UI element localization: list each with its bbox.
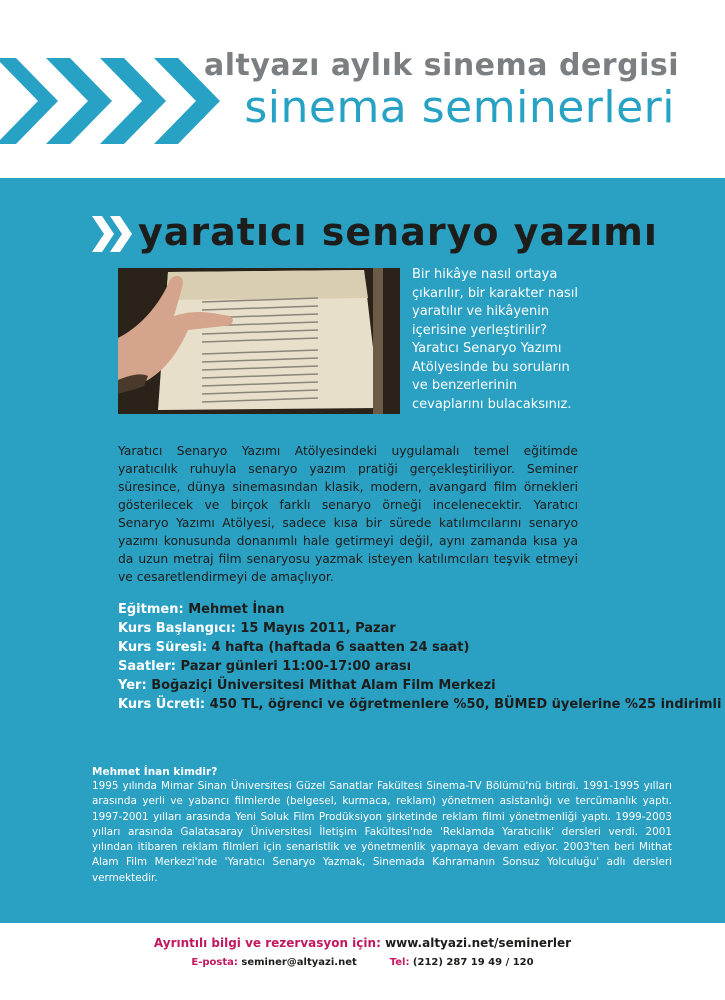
footer-info-label: Ayrıntılı bilgi ve rezervasyon için:: [153, 936, 381, 950]
detail-row-start: [118, 619, 713, 638]
tel-number: (212) 287 19 49 / 120: [412, 957, 534, 968]
detail-row-duration: [118, 638, 713, 657]
detail-value: 450 TL, öğrenci ve öğretmenlere %50, BÜMED üyelerine %25 indirimli: [209, 697, 722, 712]
detail-row-instructor: [118, 600, 713, 619]
bio-title: Mehmet İnan kimdir?: [92, 766, 218, 778]
detail-value: 4 hafta (haftada 6 saatten 24 saat): [211, 640, 470, 655]
photo-illustration: [118, 268, 400, 414]
detail-row-fee: [118, 695, 722, 714]
intro-text: Bir hikâye nasıl ortaya çıkarılır, bir karakter nasıl yaratılır ve hikâyenin içerisine yerleştirilir? Yaratıcı Senaryo Yazımı Atölyesinde bu soruların ve benzerlerinin cevaplarını bulacaksınız.: [412, 267, 579, 412]
footer-contact-line: [0, 957, 725, 968]
double-chevron-icon: [92, 216, 134, 252]
detail-label: Saatler:: [118, 659, 177, 674]
magazine-subtitle: altyazı aylık sinema dergisi: [203, 48, 679, 83]
section-title: yaratıcı senaryo yazımı: [138, 210, 658, 254]
detail-label: Eğitmen:: [118, 602, 184, 617]
seminar-title: sinema seminerleri: [244, 82, 675, 133]
footer-url-link[interactable]: www.altyazi.net/seminerler: [385, 936, 572, 950]
course-details: [118, 600, 722, 714]
description-text: Yaratıcı Senaryo Yazımı Atölyesindeki uygulamalı temel eğitimde yaratıcılık ruhuyla senaryo yazım pratiği gerçekleştiriliyor. Seminer süresince, dünya sinemasından klasik, modern, avangard film örnekleri gösterilecek ve birçok farklı senaryo örneği incelenecektir. Yaratıcı Senaryo Yazımı Atölyesi, sadece kısa bir sürede katılımcılarını senaryo yazımı konusunda donanımlı hale getirmeyi değil, aynı zamanda kısa ya da uzun metraj film senaryosu yazmak isteyen katılımcıları teşvik etmeyi ve cesaretlendirmeyi de amaçlıyor.: [118, 444, 578, 584]
detail-label: Yer:: [118, 678, 147, 693]
tel-label: Tel:: [389, 957, 410, 968]
detail-label: Kurs Başlangıcı:: [118, 621, 236, 636]
email-link[interactable]: seminer@altyazi.net: [241, 957, 357, 968]
detail-row-hours: [118, 657, 713, 676]
email-label: E-posta:: [191, 957, 238, 968]
footer-info-line: [0, 936, 725, 950]
detail-value: Pazar günleri 11:00-17:00 arası: [180, 659, 412, 674]
typewriter-page-photo: [118, 268, 400, 414]
detail-value: Mehmet İnan: [188, 602, 285, 617]
bio-text: 1995 yılında Mimar Sinan Üniversitesi Güzel Sanatlar Fakültesi Sinema-TV Bölümü'nü bitirdi. 1991-1995 yılları arasında yerli ve yabancı filmlerde (belgesel, kurmaca, reklam) yönetmen asistanlığı ve tercümanlık yaptı. 1997-2001 yılları arasında Yeni Soluk Film Prodüksiyon şirketinde reklam filmi yönetmenliği yaptı. 1999-2003 yılları arasında Galatasaray Üniversitesi İletişim Fakültesi'nde 'Reklamda Yaratıcılık' dersleri verdi. 2001 yılından itibaren reklam filmleri için senaristlik ve yönetmenlik yapmaya devam ediyor. 2003'ten beri Mithat Alam Film Merkezi'nde 'Yaratıcı Senaryo Yazmak, Sinemada Kahramanın Sonsuz Yolculuğu' adlı dersleri vermektedir.: [92, 780, 672, 884]
detail-value: 15 Mayıs 2011, Pazar: [240, 621, 396, 636]
section-heading: [92, 210, 692, 260]
header: [0, 0, 725, 178]
detail-label: Kurs Süresi:: [118, 640, 208, 655]
detail-value: Boğaziçi Üniversitesi Mithat Alam Film Merkezi: [151, 678, 496, 693]
detail-row-location: [118, 676, 713, 695]
detail-label: Kurs Ücreti:: [118, 697, 206, 712]
